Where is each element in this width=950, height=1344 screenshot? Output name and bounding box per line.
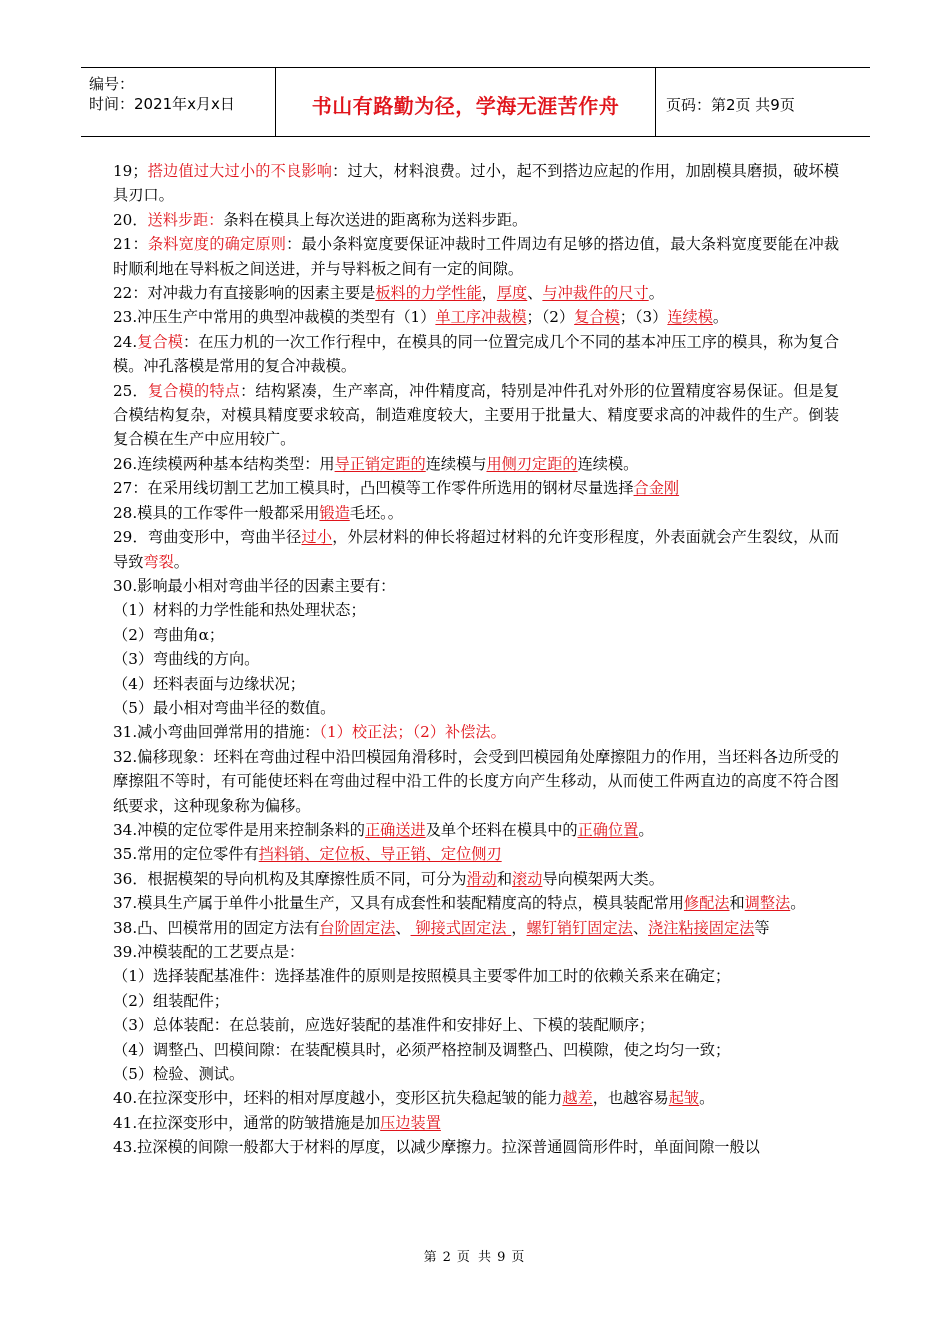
paragraph bbox=[113, 696, 839, 720]
text-run: 36．根据模架的导向机构及其摩擦性质不同，可分为 bbox=[113, 869, 467, 888]
paragraph bbox=[113, 1135, 839, 1159]
highlighted-text: 调整法 bbox=[744, 894, 791, 913]
footer-page: 2 bbox=[442, 1250, 453, 1265]
paragraph bbox=[113, 525, 839, 574]
text-run: 34.冲模的定位零件是用来控制条料的 bbox=[113, 820, 365, 839]
paragraph bbox=[113, 647, 839, 671]
text-run: 条料在模具上每次送进的距离称为送料步距。 bbox=[223, 210, 528, 229]
text-run: 连续模与 bbox=[425, 454, 487, 473]
footer-total: 9 bbox=[497, 1250, 508, 1265]
text-run: 、 bbox=[632, 918, 648, 937]
text-run: 23.冲压生产中常用的典型冲裁模的类型有（1） bbox=[113, 308, 436, 327]
highlighted-text: 滚动 bbox=[512, 869, 543, 888]
text-run: （1）材料的力学性能和热处理状态； bbox=[113, 601, 366, 620]
highlighted-text: 板料的力学性能 bbox=[375, 284, 482, 303]
highlighted-text: 越差 bbox=[562, 1089, 593, 1108]
text-run: 导向模架两大类。 bbox=[542, 869, 664, 888]
page-header bbox=[81, 67, 870, 137]
text-run: （1）选择装配基准件：选择基准件的原则是按照模具主要零件加工时的依赖关系来在确定； bbox=[113, 967, 731, 986]
paragraph bbox=[113, 379, 839, 452]
text-run: 27：在采用线切割工艺加工模具时，凸凹模等工作零件所选用的钢材尽量选择 bbox=[113, 479, 634, 498]
paragraph bbox=[113, 916, 839, 940]
text-run: 和 bbox=[496, 869, 513, 888]
paragraph bbox=[113, 476, 839, 500]
text-run: （5）检验、测试。 bbox=[113, 1065, 245, 1084]
footer-suffix: 页 bbox=[511, 1250, 527, 1265]
text-run: 22：对冲裁力有直接影响的因素主要是 bbox=[113, 284, 376, 303]
paragraph bbox=[113, 672, 839, 696]
paragraph bbox=[113, 842, 839, 866]
paragraph bbox=[113, 1111, 839, 1135]
highlighted-text: 导正销定距的 bbox=[334, 454, 426, 473]
paragraph bbox=[113, 598, 839, 622]
document-body bbox=[113, 159, 839, 1160]
highlighted-text: 连续模 bbox=[667, 308, 713, 327]
paragraph bbox=[113, 1062, 839, 1086]
text-run: 。 bbox=[638, 820, 654, 839]
paragraph bbox=[113, 281, 839, 305]
highlighted-text: 浇注粘接固定法 bbox=[648, 918, 755, 937]
text-run: 、 bbox=[395, 918, 411, 937]
page-footer bbox=[0, 1246, 950, 1265]
paragraph bbox=[113, 989, 839, 1013]
text-run: 。 bbox=[173, 552, 189, 571]
text-run: 35.常用的定位零件有 bbox=[113, 845, 259, 864]
footer-middle: 页 共 bbox=[456, 1250, 494, 1265]
highlighted-text: 复合模 bbox=[574, 308, 620, 327]
text-run: ， bbox=[481, 284, 497, 303]
text-run: 28.模具的工作零件一般都采用 bbox=[113, 503, 320, 522]
text-run: 38.凸、凹模常用的固定方法有 bbox=[113, 918, 320, 937]
paragraph bbox=[113, 501, 839, 525]
text-run: 和 bbox=[729, 894, 745, 913]
text-run: （4）坯料表面与边缘状况； bbox=[113, 674, 305, 693]
paragraph bbox=[113, 964, 839, 988]
text-run: 32.偏移现象：坯料在弯曲过程中沿凹模园角滑移时，会受到凹模园角处摩擦阻力的作用，当坯料各边所受的摩擦阻不等时，有可能使坯料在弯曲过程中沿工件的长度方向产生移动，从而使工件两直边的高度不符合图纸要求，这种现象称为偏移。 bbox=[113, 747, 839, 815]
paragraph bbox=[113, 745, 839, 818]
highlighted-text: 弯裂 bbox=[143, 552, 174, 571]
text-run: 。 bbox=[790, 894, 806, 913]
text-run: 20． bbox=[113, 210, 148, 229]
header-page-number: 页码：第2页 共9页 bbox=[666, 95, 795, 114]
paragraph bbox=[113, 452, 839, 476]
paragraph bbox=[113, 1013, 839, 1037]
text-run: 43.拉深模的间隙一般都大于材料的厚度，以减少摩擦力。拉深普通圆筒形件时，单面间隙一般以 bbox=[113, 1138, 760, 1157]
text-run: ，也越容易 bbox=[592, 1089, 669, 1108]
highlighted-text: 厚度 bbox=[496, 284, 528, 303]
paragraph bbox=[113, 208, 839, 232]
text-run: 毛坯。。 bbox=[349, 503, 403, 522]
highlighted-text: 挡料销、定位板、导正销、定位侧刃 bbox=[258, 845, 502, 864]
highlighted-text: 压边装置 bbox=[380, 1113, 441, 1132]
paragraph bbox=[113, 159, 839, 208]
header-motto: 书山有路勤为径，学海无涯苦作舟 bbox=[276, 68, 656, 136]
paragraph bbox=[113, 574, 839, 598]
document-date: 时间：2021年x月x日 bbox=[89, 95, 235, 113]
highlighted-text: 复合模的特点 bbox=[147, 381, 241, 400]
paragraph bbox=[113, 818, 839, 842]
text-run: 。 bbox=[712, 308, 729, 327]
text-run: ；（3） bbox=[619, 308, 668, 327]
text-run: （2）弯曲角α； bbox=[113, 625, 225, 644]
highlighted-text: 用侧刃定距的 bbox=[486, 454, 578, 473]
paragraph bbox=[113, 891, 839, 915]
paragraph bbox=[113, 330, 839, 379]
text-run: 26.连续模两种基本结构类型：用 bbox=[113, 454, 335, 473]
paragraph bbox=[113, 940, 839, 964]
text-run: （2）组装配件； bbox=[113, 991, 229, 1010]
highlighted-text: 条料宽度的确定原则 bbox=[147, 235, 287, 254]
footer-prefix: 第 bbox=[423, 1250, 439, 1265]
highlighted-text: 送料步距： bbox=[147, 210, 224, 229]
text-run: 及单个坯料在模具中的 bbox=[425, 820, 578, 839]
text-run: 连续模。 bbox=[577, 454, 639, 473]
text-run: 31.减小弯曲回弹常用的措施： bbox=[113, 723, 320, 742]
text-run: ：最小条料宽度要保证冲裁时工件周边有足够的搭边值，最大条料宽度要能在冲裁时顺利地在导料板之间送进，并与导料板之间有一定的间隙。 bbox=[113, 235, 840, 278]
text-run: 、 bbox=[527, 284, 543, 303]
text-run: 21： bbox=[113, 235, 148, 254]
paragraph bbox=[113, 1038, 839, 1062]
highlighted-text: 正确送进 bbox=[364, 820, 426, 839]
text-run: （3）弯曲线的方向。 bbox=[113, 650, 260, 669]
text-run: ，外层材料的伸长将超过材料的允许变形程度，外表面就会产生裂纹，从而导致 bbox=[113, 528, 840, 571]
highlighted-text: 正确位置 bbox=[577, 820, 639, 839]
text-run: ：结构紧凑，生产率高，冲件精度高，特别是冲件孔对外形的位置精度容易保证。但是复合模结构复杂，对模具精度要求较高，制造难度较大，主要用于批量大、精度要求高的冲裁件的生产。倒装复合模在生产中应用较广。 bbox=[113, 381, 840, 449]
text-run: 37.模具生产属于单件小批量生产，又具有成套性和装配精度高的特点，模具装配常用 bbox=[113, 894, 684, 913]
text-run: 40.在拉深变形中，坯料的相对厚度越小，变形区抗失稳起皱的能力 bbox=[113, 1089, 563, 1108]
highlighted-text: 铆接式固定法 bbox=[410, 918, 512, 937]
paragraph bbox=[113, 867, 839, 891]
header-meta bbox=[81, 68, 276, 136]
paragraph bbox=[113, 720, 839, 744]
paragraph bbox=[113, 1086, 839, 1110]
highlighted-text: 单工序冲裁模 bbox=[435, 308, 527, 327]
highlighted-text: 锻造 bbox=[319, 503, 350, 522]
text-run: （3）总体装配：在总装前，应选好装配的基准件和安排好上、下模的装配顺序； bbox=[113, 1016, 655, 1035]
text-run: 19； bbox=[113, 162, 148, 180]
highlighted-text: 合金刚 bbox=[633, 479, 680, 498]
text-run: 41.在拉深变形中，通常的防皱措施是加 bbox=[113, 1113, 381, 1132]
text-run: ：过大，材料浪费。过小，起不到搭边应起的作用，加剧模具磨损，破坏模具刃口。 bbox=[113, 162, 840, 205]
text-run: 29．弯曲变形中，弯曲半径 bbox=[113, 528, 302, 547]
highlighted-text: 台阶固定法 bbox=[319, 918, 396, 937]
text-run: 30.影响最小相对弯曲半径的因素主要有： bbox=[113, 576, 396, 595]
text-run: （4）调整凸、凹模间隙：在装配模具时，必须严格控制及调整凸、凹模隙，使之均匀一致； bbox=[113, 1040, 731, 1059]
highlighted-text: 与冲裁件的尺寸 bbox=[542, 284, 649, 303]
paragraph bbox=[113, 305, 839, 329]
text-run: （5）最小相对弯曲半径的数值。 bbox=[113, 698, 336, 717]
document-number: 编号： bbox=[89, 75, 135, 93]
text-run: 39.冲模装配的工艺要点是： bbox=[113, 943, 305, 961]
text-run: ， bbox=[511, 918, 527, 937]
highlighted-text: 搭边值过大过小的不良影响 bbox=[147, 162, 333, 180]
text-run: 等 bbox=[754, 918, 770, 937]
highlighted-text: 起皱 bbox=[668, 1089, 700, 1108]
text-run: 。 bbox=[699, 1089, 715, 1108]
highlighted-text: 滑动 bbox=[466, 869, 497, 888]
text-run: ：在压力机的一次工作行程中，在模具的同一位置完成几个不同的基本冲压工序的模具，称为复合模。冲孔落模是常用的复合冲裁模。 bbox=[113, 332, 840, 376]
text-run: 。 bbox=[648, 284, 664, 303]
paragraph bbox=[113, 623, 839, 647]
highlighted-text: 修配法 bbox=[683, 894, 730, 913]
highlighted-text: 螺钉销钉固定法 bbox=[526, 918, 633, 937]
highlighted-text: （1）校正法；（2）补偿法。 bbox=[319, 723, 506, 742]
highlighted-text: 复合模 bbox=[137, 332, 183, 351]
text-run: 24. bbox=[113, 332, 138, 351]
highlighted-text: 过小 bbox=[301, 528, 333, 547]
text-run: ；（2） bbox=[526, 308, 575, 327]
text-run: 25． bbox=[113, 381, 148, 400]
paragraph bbox=[113, 232, 839, 281]
